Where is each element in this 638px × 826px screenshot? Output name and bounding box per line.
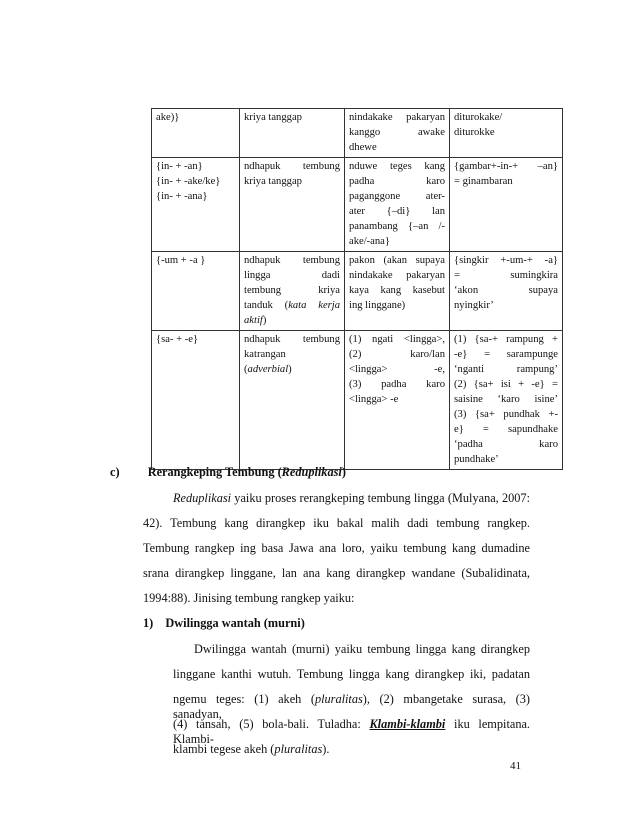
table-cell-line: nindakake pakaryan	[349, 270, 445, 281]
table-row	[152, 109, 563, 158]
table-cell-line: ndhapuk tembung	[244, 334, 340, 345]
table-cell-line: ing linggane)	[349, 300, 406, 311]
para2-line5-a: klambi tegese akeh (	[173, 742, 275, 756]
table-cell-line: (adverbial)	[244, 364, 292, 375]
para2-line3-b: ), (2) mbangetake surasa, (3) sanadyan,	[173, 692, 530, 721]
table-cell-line: = sumingkira	[454, 270, 558, 281]
table-cell-col1	[152, 109, 240, 158]
table-cell-line: {gambar+-in-+ –an}	[454, 161, 558, 172]
table-cell-col3	[345, 252, 450, 331]
para2-line4-b: iku lempitana. Klambi-	[173, 717, 530, 746]
table-cell-line: {-um + -a }	[156, 255, 206, 266]
table-cell-col4	[450, 252, 563, 331]
table-cell-line: ‘akon supaya	[454, 285, 558, 296]
table-cell-line: saisine ‘karo isine’	[454, 394, 558, 405]
table-cell-line: ndhapuk tembung	[244, 161, 340, 172]
table-cell-line: ‘padha karo	[454, 439, 558, 450]
table-cell-line: (3) padha karo	[349, 379, 445, 390]
table-cell-line: = ginambaran	[454, 176, 513, 187]
table-cell-line: {singkir +-um-+ -a}	[454, 255, 558, 266]
table-cell-col4	[450, 109, 563, 158]
table-cell-line: aktif)	[244, 315, 267, 326]
table-cell-line: ndhapuk tembung	[244, 255, 340, 266]
table-cell-line: kriya tanggap	[244, 176, 302, 187]
para2-line2: linggane kanthi wutuh. Tembung lingga kang dirangkep iki, padatan	[173, 667, 530, 681]
para2-example-term: Klambi-klambi	[369, 717, 446, 731]
table-cell-line: e} = sapundhake	[454, 424, 558, 435]
table-cell-col1	[152, 252, 240, 331]
table-cell-line: (3) {sa+ pundhak +-	[454, 409, 558, 420]
table-cell-line: ake)}	[156, 112, 180, 123]
table-cell-line: (2) karo/lan	[349, 349, 445, 360]
table-cell-line: nduwe teges kang	[349, 161, 445, 172]
table-cell-col3	[345, 331, 450, 470]
para1-line3: Tembung rangkep ing basa Jawa ana loro, yaiku tembung kang dumadine	[143, 541, 530, 555]
para1-line4: srana dirangkep linggane, lan ana kang dirangkep wandane (Subalidinata,	[143, 566, 530, 580]
table-cell-line: kaya kang kasebut	[349, 285, 445, 296]
table-cell-line: {sa- + -e}	[156, 334, 199, 345]
para2-line5	[173, 742, 329, 757]
para2-line1: Dwilingga wantah (murni) yaiku tembung lingga kang dirangkep	[194, 642, 530, 656]
section-label: c)	[110, 465, 120, 479]
para2-line5-italic: pluralitas	[274, 742, 323, 756]
table-cell-line: nindakake pakaryan	[349, 112, 445, 123]
table-cell-line: diturokke	[454, 127, 495, 138]
para1-italic-term: Reduplikasi	[173, 491, 232, 505]
table-cell-line: paganggone ater-	[349, 191, 445, 202]
table-row	[152, 252, 563, 331]
section-title-paren-close: )	[341, 465, 346, 479]
subsection-heading	[143, 616, 305, 631]
table-cell-line: padha karo	[349, 176, 445, 187]
table-cell-col4	[450, 158, 563, 252]
table-cell-line: (1) {sa-+ rampung +	[454, 334, 558, 345]
table-row	[152, 158, 563, 252]
table-cell-col3	[345, 158, 450, 252]
morphology-table	[151, 108, 563, 470]
subsection-label: 1)	[143, 616, 154, 630]
table-cell-line: tanduk (kata kerja	[244, 300, 341, 311]
table-cell-line: tembung kriya	[244, 285, 340, 296]
table-cell-line: dhewe	[349, 142, 377, 153]
table-cell-line: {in- + -ake/ke}	[156, 176, 221, 187]
table-cell-line: (2) {sa+ isi + -e} =	[454, 379, 558, 390]
para1-line2: 42). Tembung kang dirangkep iku bakal malih dadi tembung rangkep.	[143, 516, 530, 530]
table-row	[152, 331, 563, 470]
table-cell-line: pakon (akan supaya	[349, 255, 445, 266]
table-cell-line: ‘nganti rampung’	[454, 364, 558, 375]
table-cell-line: {in- + -ana}	[156, 191, 208, 202]
table-cell-line: <lingga> -e	[349, 394, 399, 405]
table-cell-line: panambang {–an /-	[349, 221, 445, 232]
table-cell-line: nyingkir’	[454, 300, 494, 311]
table-cell-col1	[152, 158, 240, 252]
table-cell-line: kriya tanggap	[244, 112, 302, 123]
subsection-title: Dwilingga wantah (murni)	[165, 616, 305, 630]
table-cell-line: -e} = sarampunge	[454, 349, 558, 360]
para1-line5: 1994:88). Jinising tembung rangkep yaiku:	[143, 591, 355, 605]
table-cell-line: katrangan	[244, 349, 286, 360]
table-cell-col2	[240, 158, 345, 252]
table-cell-col3	[345, 109, 450, 158]
para2-line3-italic: pluralitas	[314, 692, 363, 706]
para2-line3-a: ngemu teges: (1) akeh (	[173, 692, 315, 706]
table-cell-line: diturokake/	[454, 112, 503, 123]
section-heading	[110, 465, 346, 480]
table-cell-col2	[240, 331, 345, 470]
table-cell-line: pundhake’	[454, 454, 499, 465]
section-title: Rerangkeping Tembung	[147, 465, 275, 479]
page-number: 41	[510, 760, 521, 772]
table-cell-line: {in- + -an}	[156, 161, 203, 172]
table-body	[152, 109, 563, 470]
table-cell-line: kanggo awake	[349, 127, 445, 138]
section-title-paren-open: (	[277, 465, 282, 479]
table-cell-col2	[240, 109, 345, 158]
table-cell-col4	[450, 331, 563, 470]
para1-line1-rest: yaiku proses rerangkeping tembung lingga (Mulyana, 2007:	[231, 491, 530, 505]
table-cell-line: ater {–di} lan	[349, 206, 445, 217]
table-cell-col2	[240, 252, 345, 331]
para1-line1	[173, 491, 530, 506]
table-cell-line: (1) ngati <lingga>,	[349, 334, 445, 345]
table-cell-col1	[152, 331, 240, 470]
table-cell-line: lingga dadi	[244, 270, 340, 281]
para2-line5-b: ).	[322, 742, 330, 756]
para2-line4-a: (4) tansah, (5) bola-bali. Tuladha:	[173, 717, 370, 731]
table-cell-line: <lingga> -e,	[349, 364, 445, 375]
table-cell-line: ake/-ana}	[349, 236, 390, 247]
section-title-italic: Reduplikasi	[281, 465, 342, 479]
